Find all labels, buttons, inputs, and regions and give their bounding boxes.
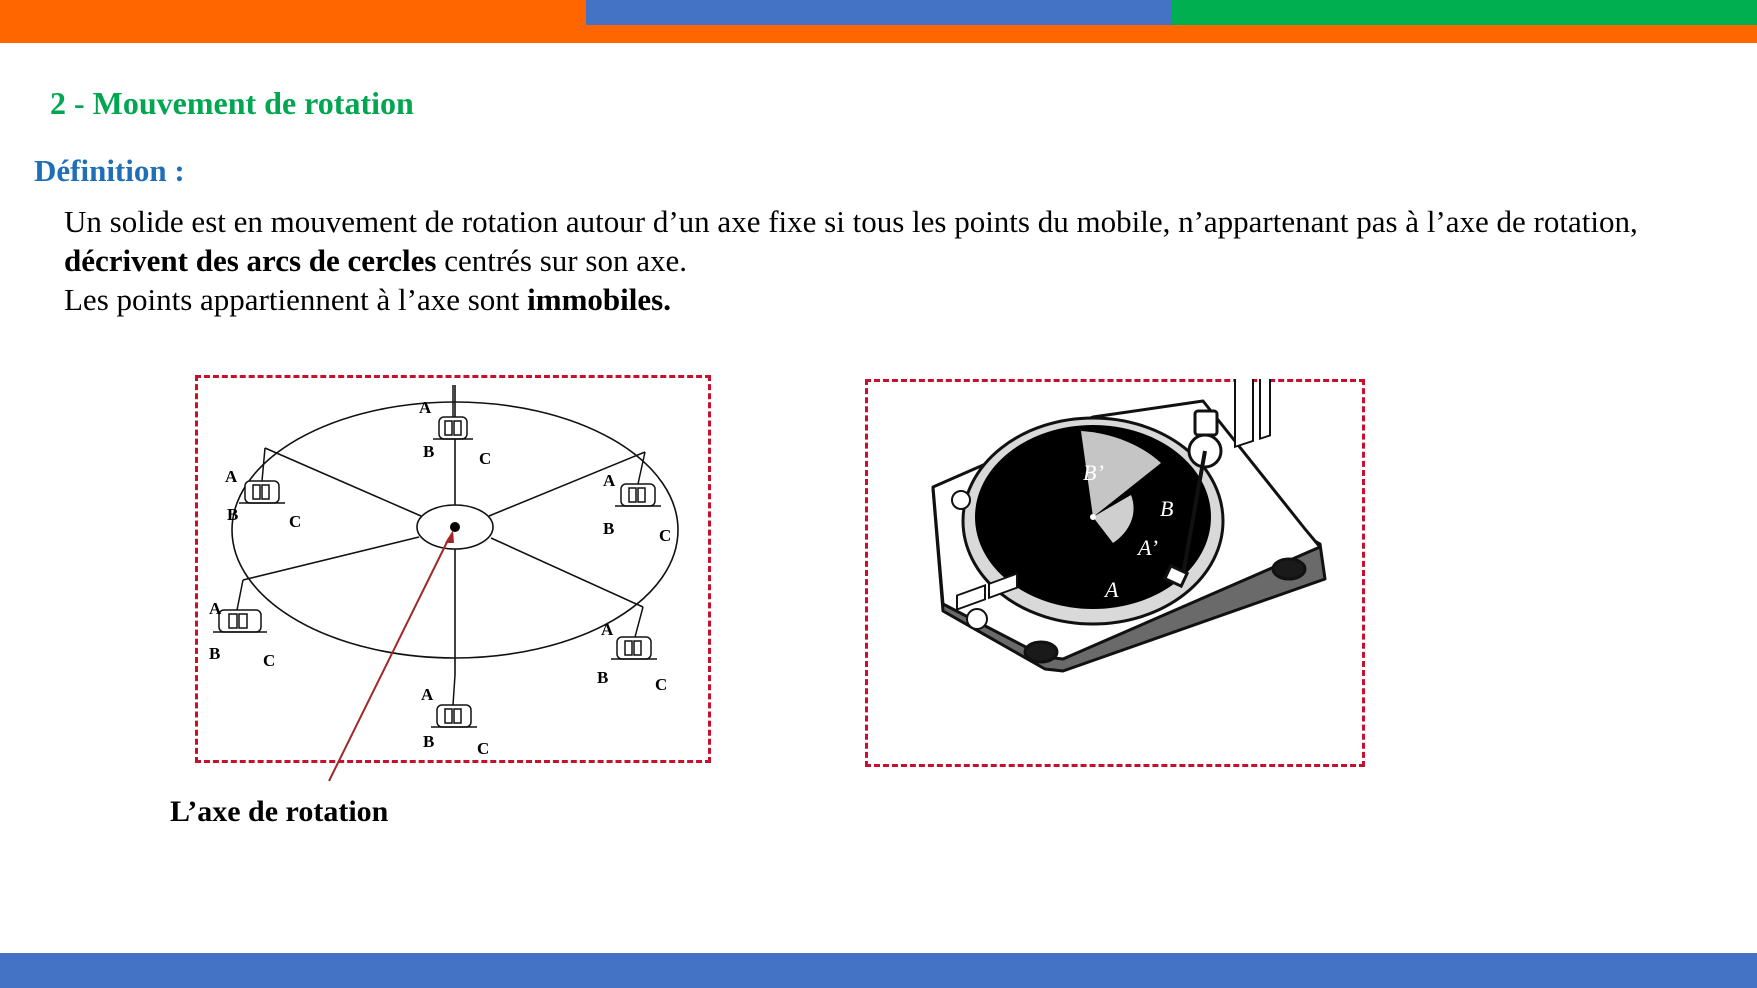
point-label-b: B xyxy=(423,442,435,461)
pitch-slider-track xyxy=(1235,379,1253,447)
point-label-c: C xyxy=(477,739,490,758)
point-label-a: A xyxy=(603,471,616,490)
top-band-segment-green xyxy=(1172,0,1757,25)
gondola-upper-left xyxy=(225,448,301,531)
definition-text-part: Les points appartiennent à l’axe sont xyxy=(64,282,528,317)
point-label-b-prime: B’ xyxy=(1083,460,1104,485)
gondola-seat xyxy=(634,641,641,655)
axis-pointer-arrowhead xyxy=(445,530,454,543)
point-label-b: B xyxy=(423,732,435,751)
section-title: 2 - Mouvement de rotation xyxy=(50,85,414,121)
point-label-c: C xyxy=(655,675,668,694)
gondola-seat xyxy=(445,709,452,723)
gondola-upper-right xyxy=(603,452,671,545)
rotation-axis-point xyxy=(450,522,460,532)
pitch-slider-track xyxy=(1260,379,1270,439)
point-label-b: B xyxy=(209,644,221,663)
point-label-a: A xyxy=(421,685,434,704)
point-label-b: B xyxy=(603,519,615,538)
turntable-foot xyxy=(1025,642,1057,662)
start-knob xyxy=(952,491,970,509)
point-label-b: B xyxy=(227,505,239,524)
gondola-seat xyxy=(445,421,452,435)
point-label-a: A xyxy=(419,398,432,417)
point-label-c: C xyxy=(659,526,672,545)
wheel-spoke xyxy=(243,537,419,580)
spindle xyxy=(1090,514,1096,520)
wheel-spoke xyxy=(265,448,421,516)
point-label-b: B xyxy=(597,668,609,687)
turntable-foot xyxy=(1273,559,1305,579)
point-label-a-prime: A’ xyxy=(1138,535,1158,560)
gondola-lower-left xyxy=(209,580,275,670)
point-label-a: A xyxy=(601,620,614,639)
gondola-seat xyxy=(262,485,269,499)
turntable-diagram xyxy=(865,379,1365,767)
gondola-seat xyxy=(638,488,645,502)
point-label-b: B xyxy=(1160,496,1174,521)
definition-sentence-2 xyxy=(64,280,1724,319)
definition-bold-arcs: décrivent des arcs de cercles xyxy=(64,243,437,278)
gondola-seat xyxy=(454,421,461,435)
ferris-wheel-diagram xyxy=(195,375,715,795)
gondola-bottom xyxy=(421,675,489,758)
point-label-a: A xyxy=(209,599,222,618)
point-label-a: A xyxy=(1105,577,1119,602)
gondola-seat xyxy=(454,709,461,723)
gondola-seat xyxy=(239,614,247,628)
wheel-spoke xyxy=(491,538,643,607)
gondola-hanger xyxy=(635,607,643,637)
gondola-lower-right xyxy=(597,607,667,694)
definition-bold-immobiles: immobiles. xyxy=(527,282,671,317)
bottom-color-band xyxy=(0,953,1757,988)
gondola-seat xyxy=(229,614,237,628)
point-label-a: A xyxy=(225,467,238,486)
top-color-band xyxy=(0,0,1757,43)
point-label-c: C xyxy=(479,449,492,468)
definition-text-part: centrés sur son axe. xyxy=(436,243,687,278)
definition-text xyxy=(64,202,1724,319)
point-label-c: C xyxy=(289,512,302,531)
power-knob xyxy=(967,609,987,629)
gondola-hanger xyxy=(453,675,455,705)
gondola-hanger xyxy=(237,580,243,610)
definition-sentence-1 xyxy=(64,202,1724,280)
gondola-seat xyxy=(253,485,260,499)
gondola-body xyxy=(439,417,467,439)
top-band-segment-blue xyxy=(586,0,1172,25)
point-label-c: C xyxy=(263,651,276,670)
top-band-segment-orange xyxy=(0,0,586,25)
definition-label: Définition : xyxy=(34,153,185,188)
gondola-seat xyxy=(625,641,632,655)
axis-caption: L’axe de rotation xyxy=(170,795,389,828)
definition-text-part: Un solide est en mouvement de rotation autour d’un axe fixe si tous les points du mobile, n’appartenant pas à l’axe de rotation, xyxy=(64,204,1638,239)
gondola-seat xyxy=(629,488,636,502)
tonearm-counterweight xyxy=(1195,411,1217,435)
